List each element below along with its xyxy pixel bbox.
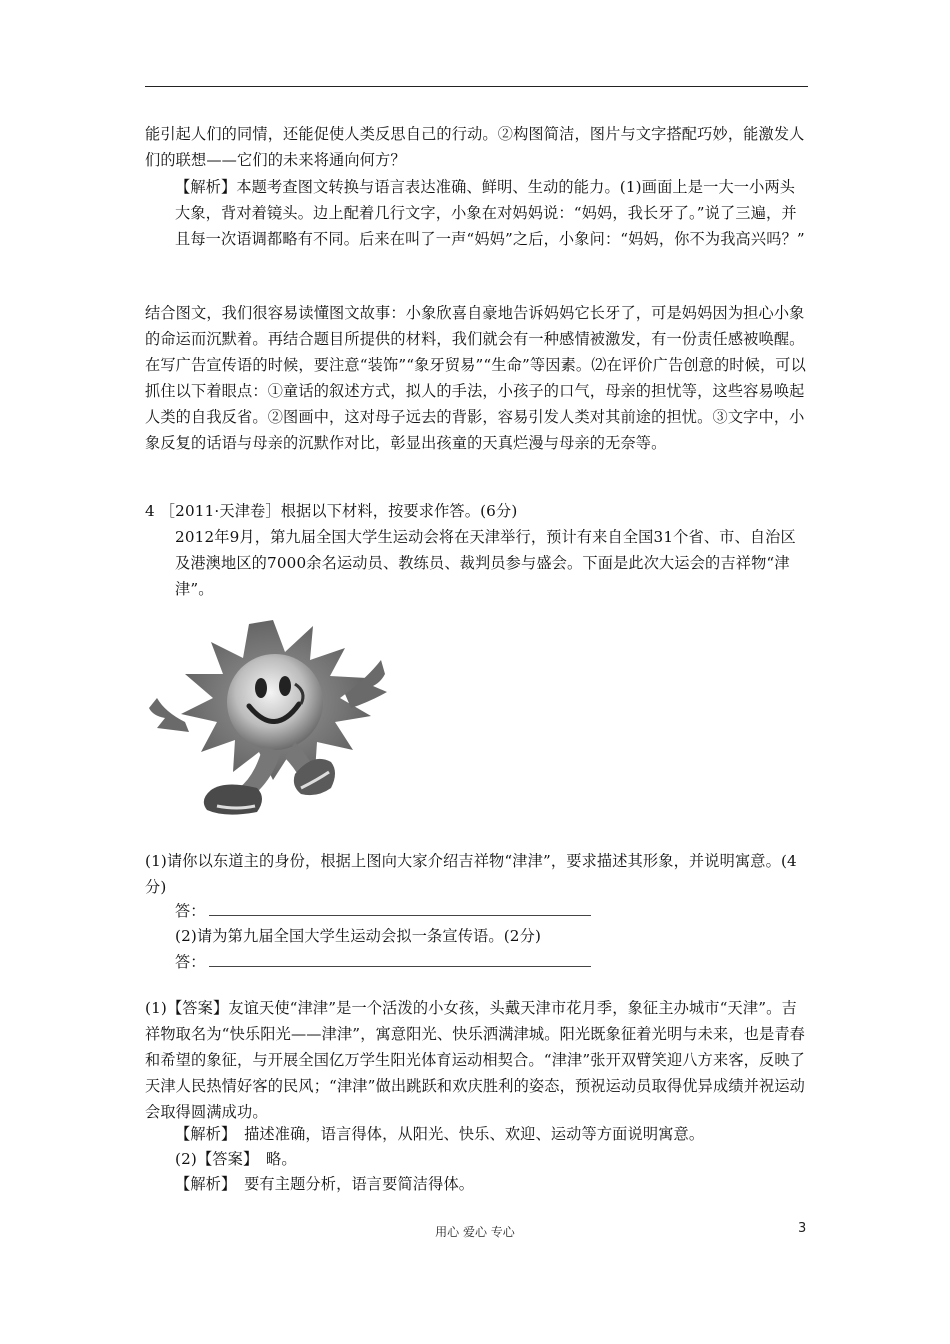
analysis-paragraph: 【解析】本题考查图文转换与语言表达准确、鲜明、生动的能力。(1)画面上是一大一小两头大象，背对着镜头。边上配着几行文字，小象在对妈妈说：“妈妈，我长牙了。”说了三遍，并且每一次语调都略有不同。后来在叫了一声“妈妈”之后，小象问：“妈妈，你不为我高兴吗？” [175,178,805,248]
left-arm [149,698,189,732]
question-4-part-1: (1)请你以东道主的身份，根据上图向大家介绍吉祥物“津津”，要求描述其形象，并说明寓意。(4分) [145,852,797,896]
answer-blank[interactable] [209,899,591,916]
header-rule [145,86,808,87]
left-shoe [204,784,262,814]
answer-2: (2)【答案】 略。 [175,1150,297,1168]
smiling-face-shape [227,654,323,750]
page-number: 3 [798,1221,807,1236]
answer-line-1[interactable] [175,898,591,924]
paragraph-continuation: 能引起人们的同情，还能促使人类反思自己的行动。②构图简洁，图片与文字搭配巧妙，能激发人们的联想——它们的未来将通向何方？ [145,125,805,169]
right-eye [279,676,291,696]
answer-label: 答： [175,953,206,971]
left-eye [255,678,267,698]
question-4-title: 4 ［2011·天津卷］根据以下材料，按要求作答。(6分) [145,502,518,520]
answer-blank[interactable] [209,950,591,967]
answer-line-2[interactable] [175,949,591,975]
mascot-jinjin-image [145,612,390,822]
answer-label: 答： [175,902,206,920]
answer-1-analysis: 【解析】 描述准确，语言得体，从阳光、快乐、欢迎、运动等方面说明寓意。 [175,1125,705,1143]
question-4-material: 2012年9月，第九届全国大学生运动会将在天津举行，预计有来自全国31个省、市、自治区及港澳地区的7000余名运动员、教练员、裁判员参与盛会。下面是此次大运会的吉祥物“津津”。 [175,528,796,598]
analysis-paragraph-2: 结合图文，我们很容易读懂图文故事：小象欣喜自豪地告诉妈妈它长牙了，可是妈妈因为担心小象的命运而沉默着。再结合题目所提供的材料，我们就会有一种感情被激发，有一份责任感被唤醒。在写广告宣传语的时候，要注意“装饰”“象牙贸易”“生命”等因素。⑵在评价广告创意的时候，可以抓住以下着眼点：①童话的叙述方式，拟人的手法，小孩子的口气，母亲的担忧等，这些容易唤起人类的自我反省。②图画中，这对母子远去的背影，容易引发人类对其前途的担忧。③文字中，小象反复的话语与母亲的沉默作对比，彰显出孩童的天真烂漫与母亲的无奈等。 [145,304,806,452]
page-footer: 用心 爱心 专心 [435,1225,515,1239]
answer-1-paragraph: (1)【答案】友谊天使“津津”是一个活泼的小女孩，头戴天津市花月季，象征主办城市“天津”。吉祥物取名为“快乐阳光——津津”，寓意阳光、快乐洒满津城。阳光既象征着光明与未来，也是青春和希望的象征，与开展全国亿万学生阳光体育运动相契合。“津津”张开双臂笑迎八方来客，反映了天津人民热情好客的民风；“津津”做出跳跃和欢庆胜利的姿态，预祝运动员取得优异成绩并祝运动会取得圆满成功。 [145,999,806,1121]
answer-2-analysis: 【解析】 要有主题分析，语言要简洁得体。 [175,1175,475,1193]
question-4-part-2: (2)请为第九届全国大学生运动会拟一条宣传语。(2分) [175,927,542,945]
